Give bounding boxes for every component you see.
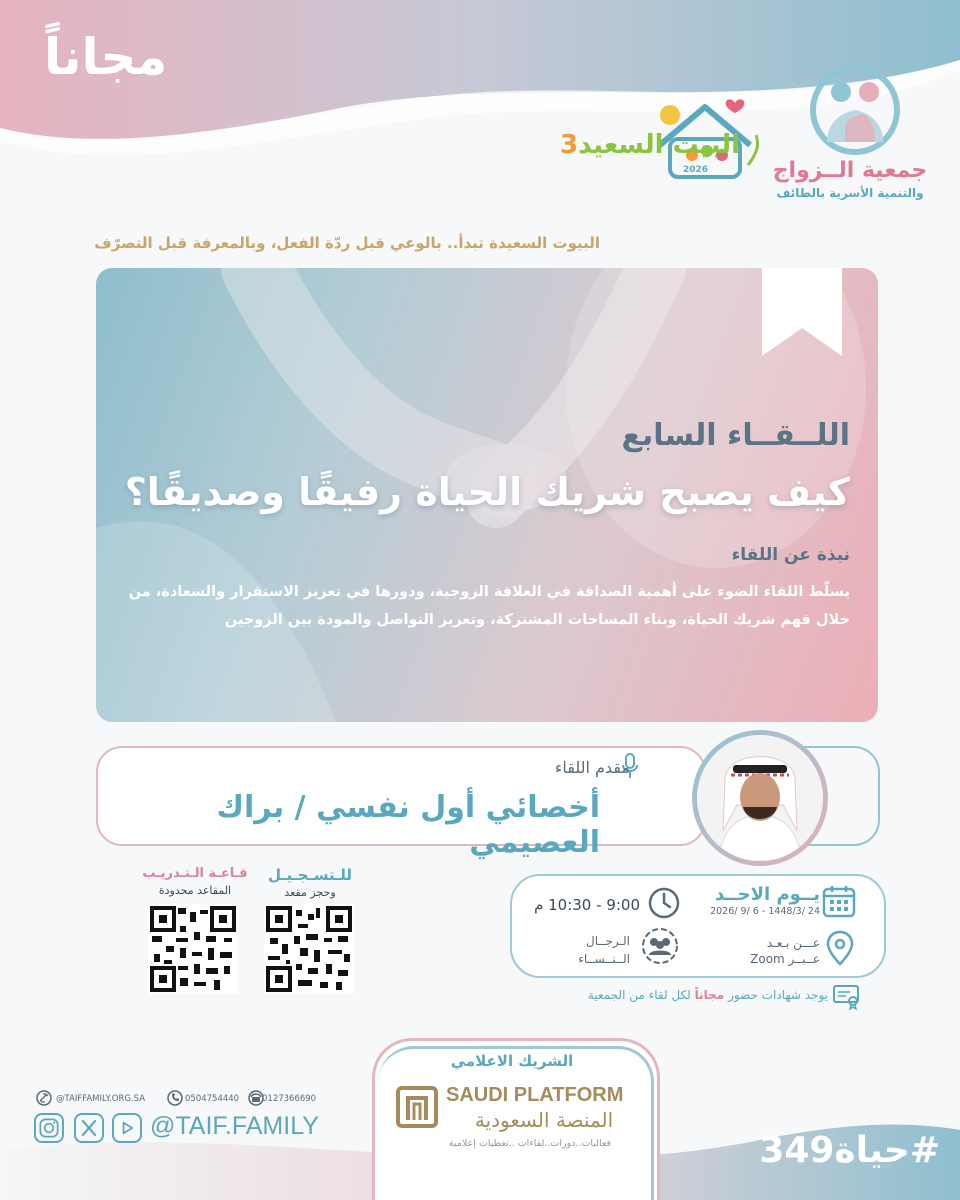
event-mode-line-1: عـــن بـعـد <box>766 936 820 950</box>
event-time: 9:00 - 10:30 م <box>534 896 640 914</box>
event-date: 2026/ 9/ 6 - 1448/3/ 24 <box>710 906 820 917</box>
event-day: يــوم الاحــد <box>714 884 820 905</box>
media-partner-name-english: SAUDI PLATFORM <box>446 1084 624 1106</box>
meeting-title: كيف يصبح شريك الحياة رفيقًا وصديقًا؟ <box>124 470 850 514</box>
contact-phone[interactable]: 0127366690 <box>262 1094 317 1104</box>
registration-qr-subtitle: وحجز مقعد <box>284 886 336 899</box>
presenter-name: أخصائي أول نفسي / براك العصيمي <box>216 790 600 860</box>
location-pin-icon <box>826 930 854 966</box>
audience-line-2: الــنــســاء <box>578 952 630 966</box>
certificate-icon <box>832 984 860 1010</box>
program-year: 2026 <box>683 165 709 175</box>
presenter-photo <box>697 735 823 861</box>
audience-icon <box>640 926 680 966</box>
organization-name: جمعية الــزواج <box>772 158 928 183</box>
audience-line-1: الـرجــال <box>586 934 630 948</box>
media-partner-label: الشريك الاعلامي <box>450 1052 574 1070</box>
saudi-platform-logo <box>396 1086 438 1128</box>
tagline: البيوت السعيدة تبدأ.. بالوعي قبل ردّة الفعل، وبالمعرفة قبل التصرّف <box>94 234 600 252</box>
x-twitter-icon[interactable] <box>74 1113 104 1143</box>
training-hall-qr-code[interactable] <box>148 904 238 994</box>
certificate-note-suffix: لكل لقاء من الجمعية <box>587 988 691 1002</box>
social-handle[interactable]: @TAIF.FAMILY <box>150 1112 319 1140</box>
calendar-icon <box>822 884 856 918</box>
program-number: 3 <box>560 130 579 160</box>
youtube-icon[interactable] <box>112 1113 142 1143</box>
about-text: يسلّط اللقاء الضوء على أهمية الصداقة في العلاقة الزوجية، ودورها في تعزيز الاستقرار والسعادة، من خلال فهم شريك الحياة، وبناء المساحات المشتركة، وتعزيز التواصل والمودة بين الزوجين <box>128 584 850 628</box>
media-partner-tagline: فعاليات..دورات..لقاءات ..تغطيات إعلامية <box>448 1138 612 1149</box>
mobile-phone-icon <box>167 1090 183 1106</box>
organization-subtitle: والتنمية الأسرية بالطائف <box>776 186 924 200</box>
training-hall-qr-subtitle: المقاعد محدودة <box>158 884 232 897</box>
training-hall-qr-title: قـاعـة الـتـدريـب <box>142 866 248 881</box>
campaign-hashtag: #حياة349 <box>759 1130 940 1171</box>
media-partner-name-arabic: المنصة السعودية <box>474 1108 614 1132</box>
clock-icon <box>647 886 681 920</box>
hero-ribbon <box>762 268 842 358</box>
about-heading: نبذة عن اللقاء <box>731 545 850 565</box>
certificate-note-highlight: مجاناً <box>694 988 725 1002</box>
program-name: البيت السعيد3 <box>560 130 741 160</box>
certificate-note-prefix: يوجد شهادات حضور <box>728 988 828 1002</box>
free-badge: مجاناً <box>44 28 168 86</box>
instagram-icon[interactable] <box>34 1113 64 1143</box>
registration-qr-title: للـتسـجـيـل <box>268 866 352 884</box>
event-mode-line-2: عــبــر Zoom <box>750 952 820 966</box>
presenter-photo-frame <box>692 730 828 866</box>
link-icon <box>36 1090 52 1106</box>
presenter-label: مقدم اللقاء <box>554 758 630 777</box>
contact-website[interactable]: @TAIFFAMILY.ORG.SA <box>56 1094 146 1104</box>
certificate-note <box>490 988 828 1002</box>
meeting-number: اللــقــاء السابع <box>621 418 850 453</box>
registration-qr-code[interactable] <box>264 904 354 994</box>
contact-mobile[interactable]: 0504754440 <box>185 1094 240 1104</box>
